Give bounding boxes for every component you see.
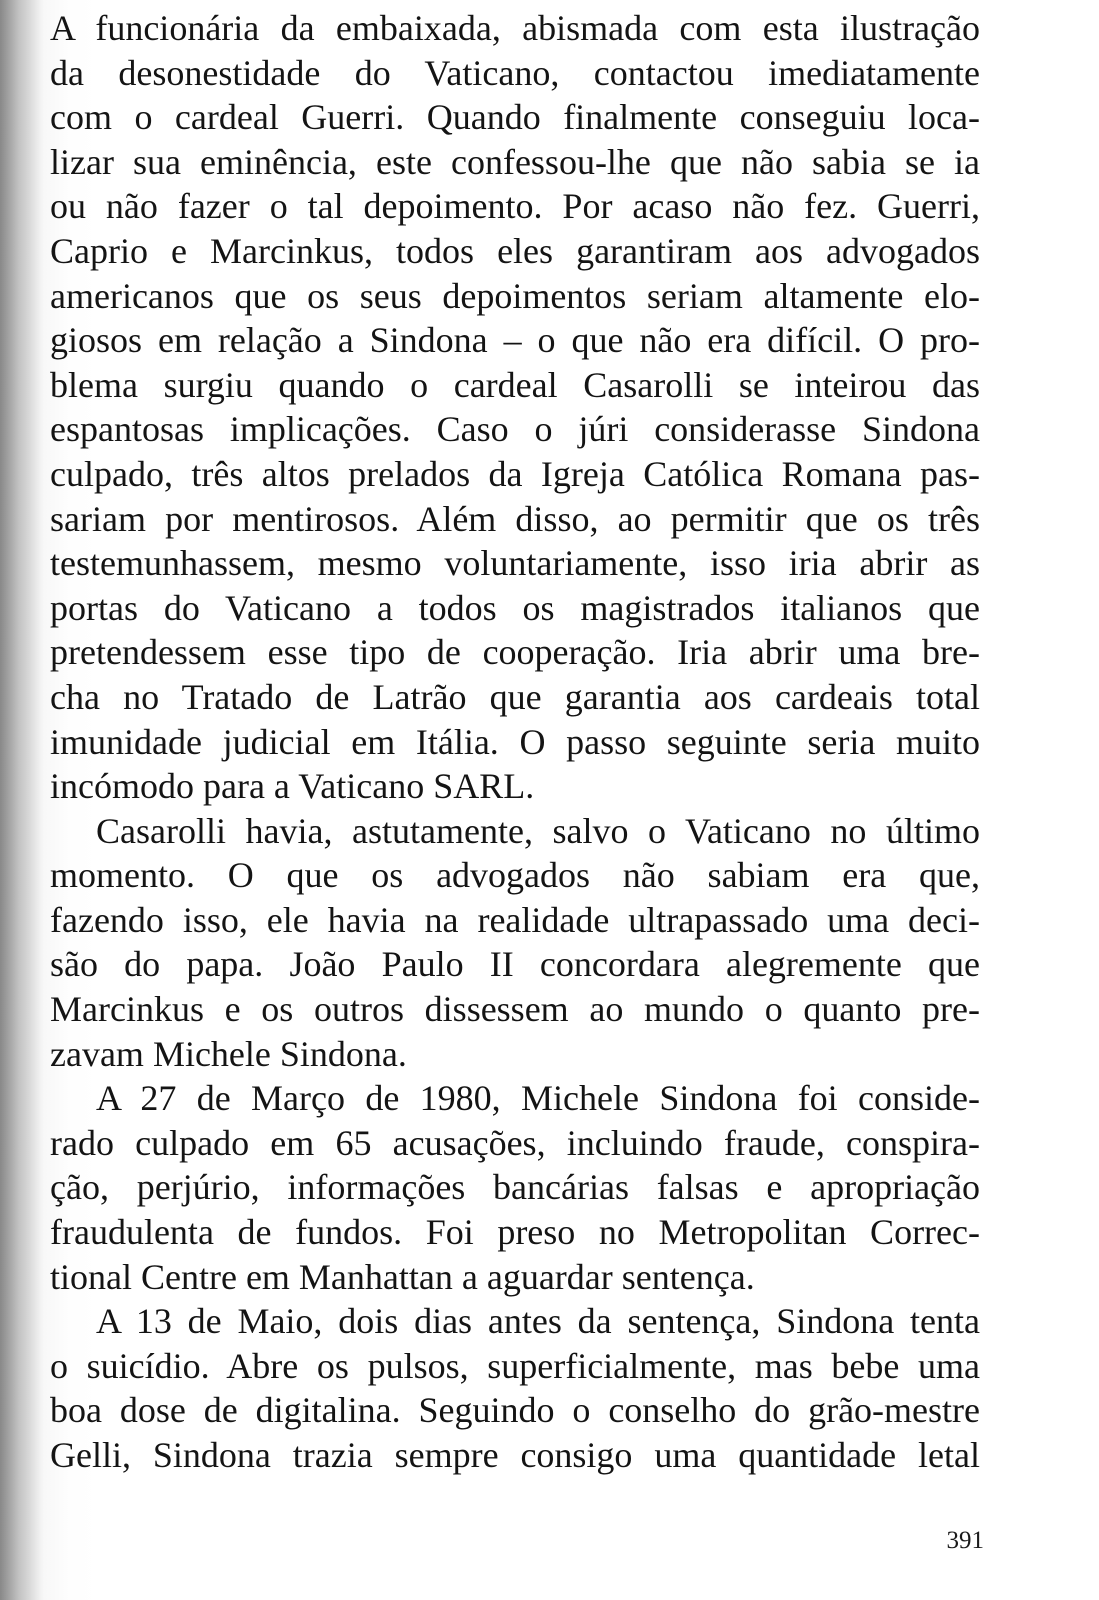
text-line: sariam por mentirosos. Além disso, ao permitir que os três	[50, 498, 980, 539]
text-line: Casarolli havia, astutamente, salvo o Vaticano no último	[96, 810, 980, 851]
text-line: ou não fazer o tal depoimento. Por acaso não fez. Guerri,	[50, 186, 980, 227]
text-line: são do papa. João Paulo II concordara alegremente que	[50, 944, 980, 985]
text-line: da desonestidade do Vaticano, contactou imediatamente	[50, 52, 980, 93]
text-line: ção, perjúrio, informações bancárias falsas e apropriação	[50, 1167, 980, 1208]
text-line: culpado, três altos prelados da Igreja Católica Romana pas-	[50, 453, 980, 494]
text-line: boa dose de digitalina. Seguindo o conselho do grão-mestre	[50, 1390, 980, 1431]
text-line: cha no Tratado de Latrão que garantia aos cardeais total	[50, 676, 980, 717]
text-line: testemunhassem, mesmo voluntariamente, isso iria abrir as	[50, 543, 980, 584]
text-line: A 27 de Março de 1980, Michele Sindona foi conside-	[96, 1078, 980, 1119]
text-line: o suicídio. Abre os pulsos, superficialmente, mas bebe uma	[50, 1345, 980, 1386]
text-line: zavam Michele Sindona.	[50, 1033, 407, 1074]
text-line: A funcionária da embaixada, abismada com esta ilustração	[50, 8, 980, 48]
page-number: 391	[946, 1527, 984, 1554]
body-text	[50, 6, 980, 1478]
text-line: tional Centre em Manhattan a aguardar sentença.	[50, 1256, 755, 1297]
text-line: americanos que os seus depoimentos seriam altamente elo-	[50, 275, 980, 316]
text-line: lizar sua eminência, este confessou-lhe que não sabia se ia	[50, 141, 980, 182]
text-line: fraudulenta de fundos. Foi preso no Metropolitan Correc-	[50, 1212, 980, 1253]
text-line: incómodo para a Vaticano SARL.	[50, 766, 535, 807]
text-line: portas do Vaticano a todos os magistrados italianos que	[50, 587, 980, 628]
text-line: blema surgiu quando o cardeal Casarolli se inteirou das	[50, 364, 980, 405]
text-line: fazendo isso, ele havia na realidade ultrapassado uma deci-	[50, 899, 980, 940]
text-line: com o cardeal Guerri. Quando finalmente conseguiu loca-	[50, 97, 980, 138]
text-line: pretendessem esse tipo de cooperação. Iria abrir uma bre-	[50, 632, 980, 673]
binding-shadow	[0, 0, 44, 1600]
text-line: rado culpado em 65 acusações, incluindo fraude, conspira-	[50, 1122, 980, 1163]
text-line: giosos em relação a Sindona – o que não era difícil. O pro-	[50, 320, 980, 361]
text-line: Gelli, Sindona trazia sempre consigo uma quantidade letal	[50, 1435, 980, 1475]
text-line: Caprio e Marcinkus, todos eles garantiram aos advogados	[50, 230, 980, 271]
text-line: espantosas implicações. Caso o júri considerasse Sindona	[50, 409, 980, 450]
text-line: A 13 de Maio, dois dias antes da sentença, Sindona tenta	[96, 1301, 980, 1342]
text-line: momento. O que os advogados não sabiam era que,	[50, 855, 980, 896]
text-line: Marcinkus e os outros dissessem ao mundo o quanto pre-	[50, 989, 980, 1030]
text-line: imunidade judicial em Itália. O passo seguinte seria muito	[50, 721, 980, 762]
